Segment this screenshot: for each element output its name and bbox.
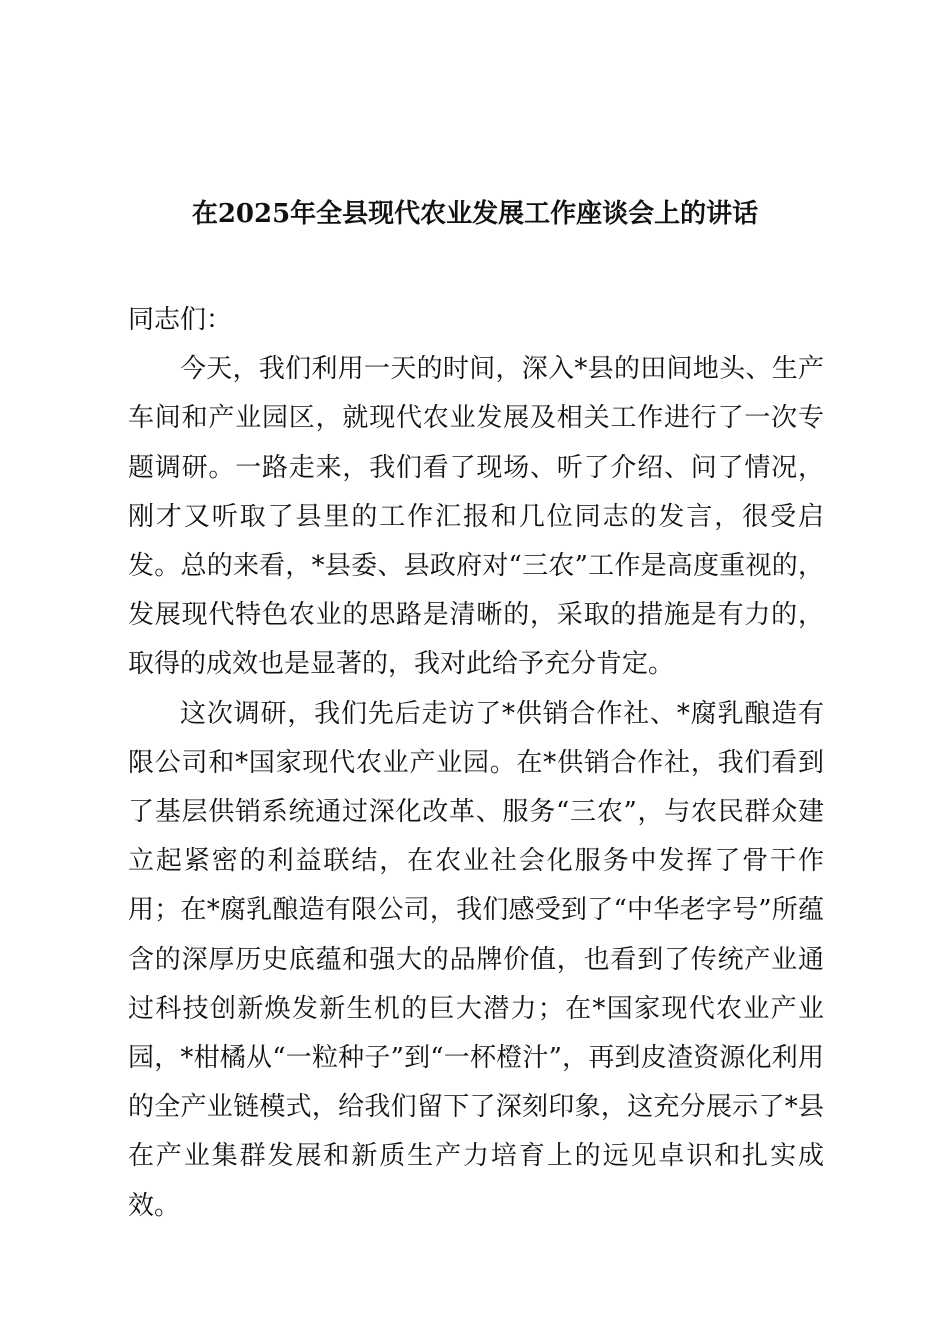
salutation: 同志们： xyxy=(128,305,233,335)
document-title: 在2025年全县现代农业发展工作座谈会上的讲话 xyxy=(191,199,759,229)
paragraph-1: 今天，我们利用一天的时间，深入*县的田间地头、生产车间和产业园区，就现代农业发展及相关工作进行了一次专题调研。一路走来，我们看了现场、听了介绍、问了情况，刚才又听取了县里的工作汇报和几位同志的发言，很受启发。总的来看，*县委、县政府对“三农”工作是高度重视的，发展现代特色农业的思路是清晰的，采取的措施是有力的，取得的成效也是显著的，我对此给予充分肯定。 xyxy=(128,354,824,680)
document-body xyxy=(128,296,824,1231)
paragraph-2: 这次调研，我们先后走访了*供销合作社、*腐乳酿造有限公司和*国家现代农业产业园。在*供销合作社，我们看到了基层供销系统通过深化改革、服务“三农”，与农民群众建立起紧密的利益联结，在农业社会化服务中发挥了骨干作用；在*腐乳酿造有限公司，我们感受到了“中华老字号”所蕴含的深厚历史底蕴和强大的品牌价值，也看到了传统产业通过科技创新焕发新生机的巨大潜力；在*国家现代农业产业园，*柑橘从“一粒种子”到“一杯橙汁”，再到皮渣资源化利用的全产业链模式，给我们留下了深刻印象，这充分展示了*县在产业集群发展和新质生产力培育上的远见卓识和扎实成效。 xyxy=(128,698,824,1221)
